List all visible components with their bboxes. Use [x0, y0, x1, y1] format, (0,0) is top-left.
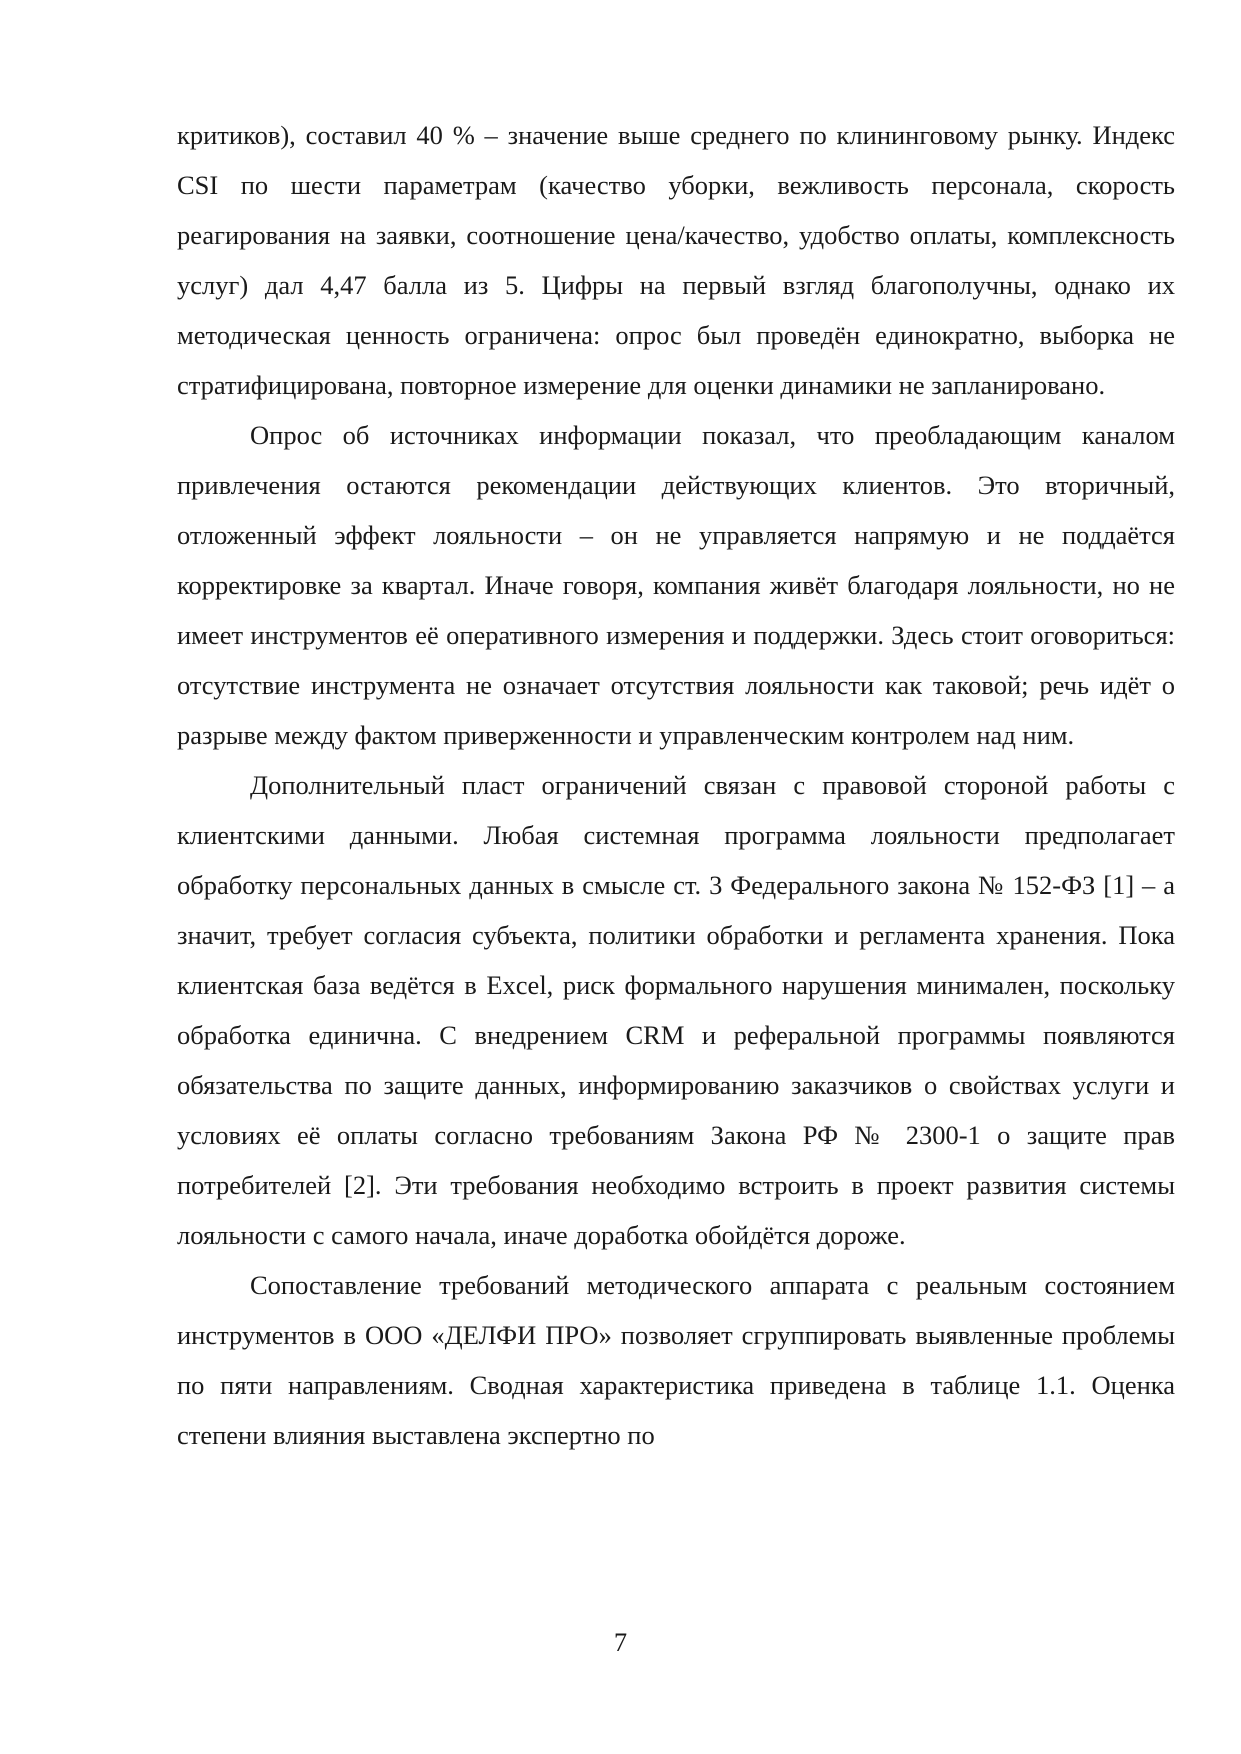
document-body: [177, 110, 1175, 1460]
paragraph-1: критиков), составил 40 % – значение выше среднего по клининговому рынку. Индекс CSI по шести параметрам (качество уборки, вежливость персонала, скорость реагирования на заявки, соотношение цена/качество, удобство оплаты, комплексность услуг) дал 4,47 балла из 5. Цифры на первый взгляд благополучны, однако их методическая ценность ограничена: опрос был проведён единократно, выборка не стратифицирована, повторное измерение для оценки динамики не запланировано.: [177, 120, 1175, 400]
paragraph-4: Сопоставление требований методического аппарата с реальным состоянием инструментов в ООО «ДЕЛФИ ПРО» позволяет сгруппировать выявленные проблемы по пяти направлениям. Сводная характеристика приведена в таблице 1.1. Оценка степени влияния выставлена экспертно по: [177, 1270, 1175, 1450]
paragraph-2: Опрос об источниках информации показал, что преобладающим каналом привлечения остаются рекомендации действующих клиентов. Это вторичный, отложенный эффект лояльности – он не управляется напрямую и не поддаётся корректировке за квартал. Иначе говоря, компания живёт благодаря лояльности, но не имеет инструментов её оперативного измерения и поддержки. Здесь стоит оговориться: отсутствие инструмента не означает отсутствия лояльности как таковой; речь идёт о разрыве между фактом приверженности и управленческим контролем над ним.: [177, 420, 1175, 750]
page-number: 7: [613, 1627, 628, 1657]
paragraph-3: Дополнительный пласт ограничений связан с правовой стороной работы с клиентскими данными. Любая системная программа лояльности предполагает обработку персональных данных в смысле ст. 3 Федерального закона № 152-ФЗ [1] – а значит, требует согласия субъекта, политики обработки и регламента хранения. Пока клиентская база ведётся в Excel, риск формального нарушения минимален, поскольку обработка единична. С внедрением CRM и реферальной программы появляются обязательства по защите данных, информированию заказчиков о свойствах услуги и условиях её оплаты согласно требованиям Закона РФ № 2300-1 о защите прав потребителей [2]. Эти требования необходимо встроить в проект развития системы лояльности с самого начала, иначе доработка обойдётся дороже.: [177, 770, 1175, 1250]
